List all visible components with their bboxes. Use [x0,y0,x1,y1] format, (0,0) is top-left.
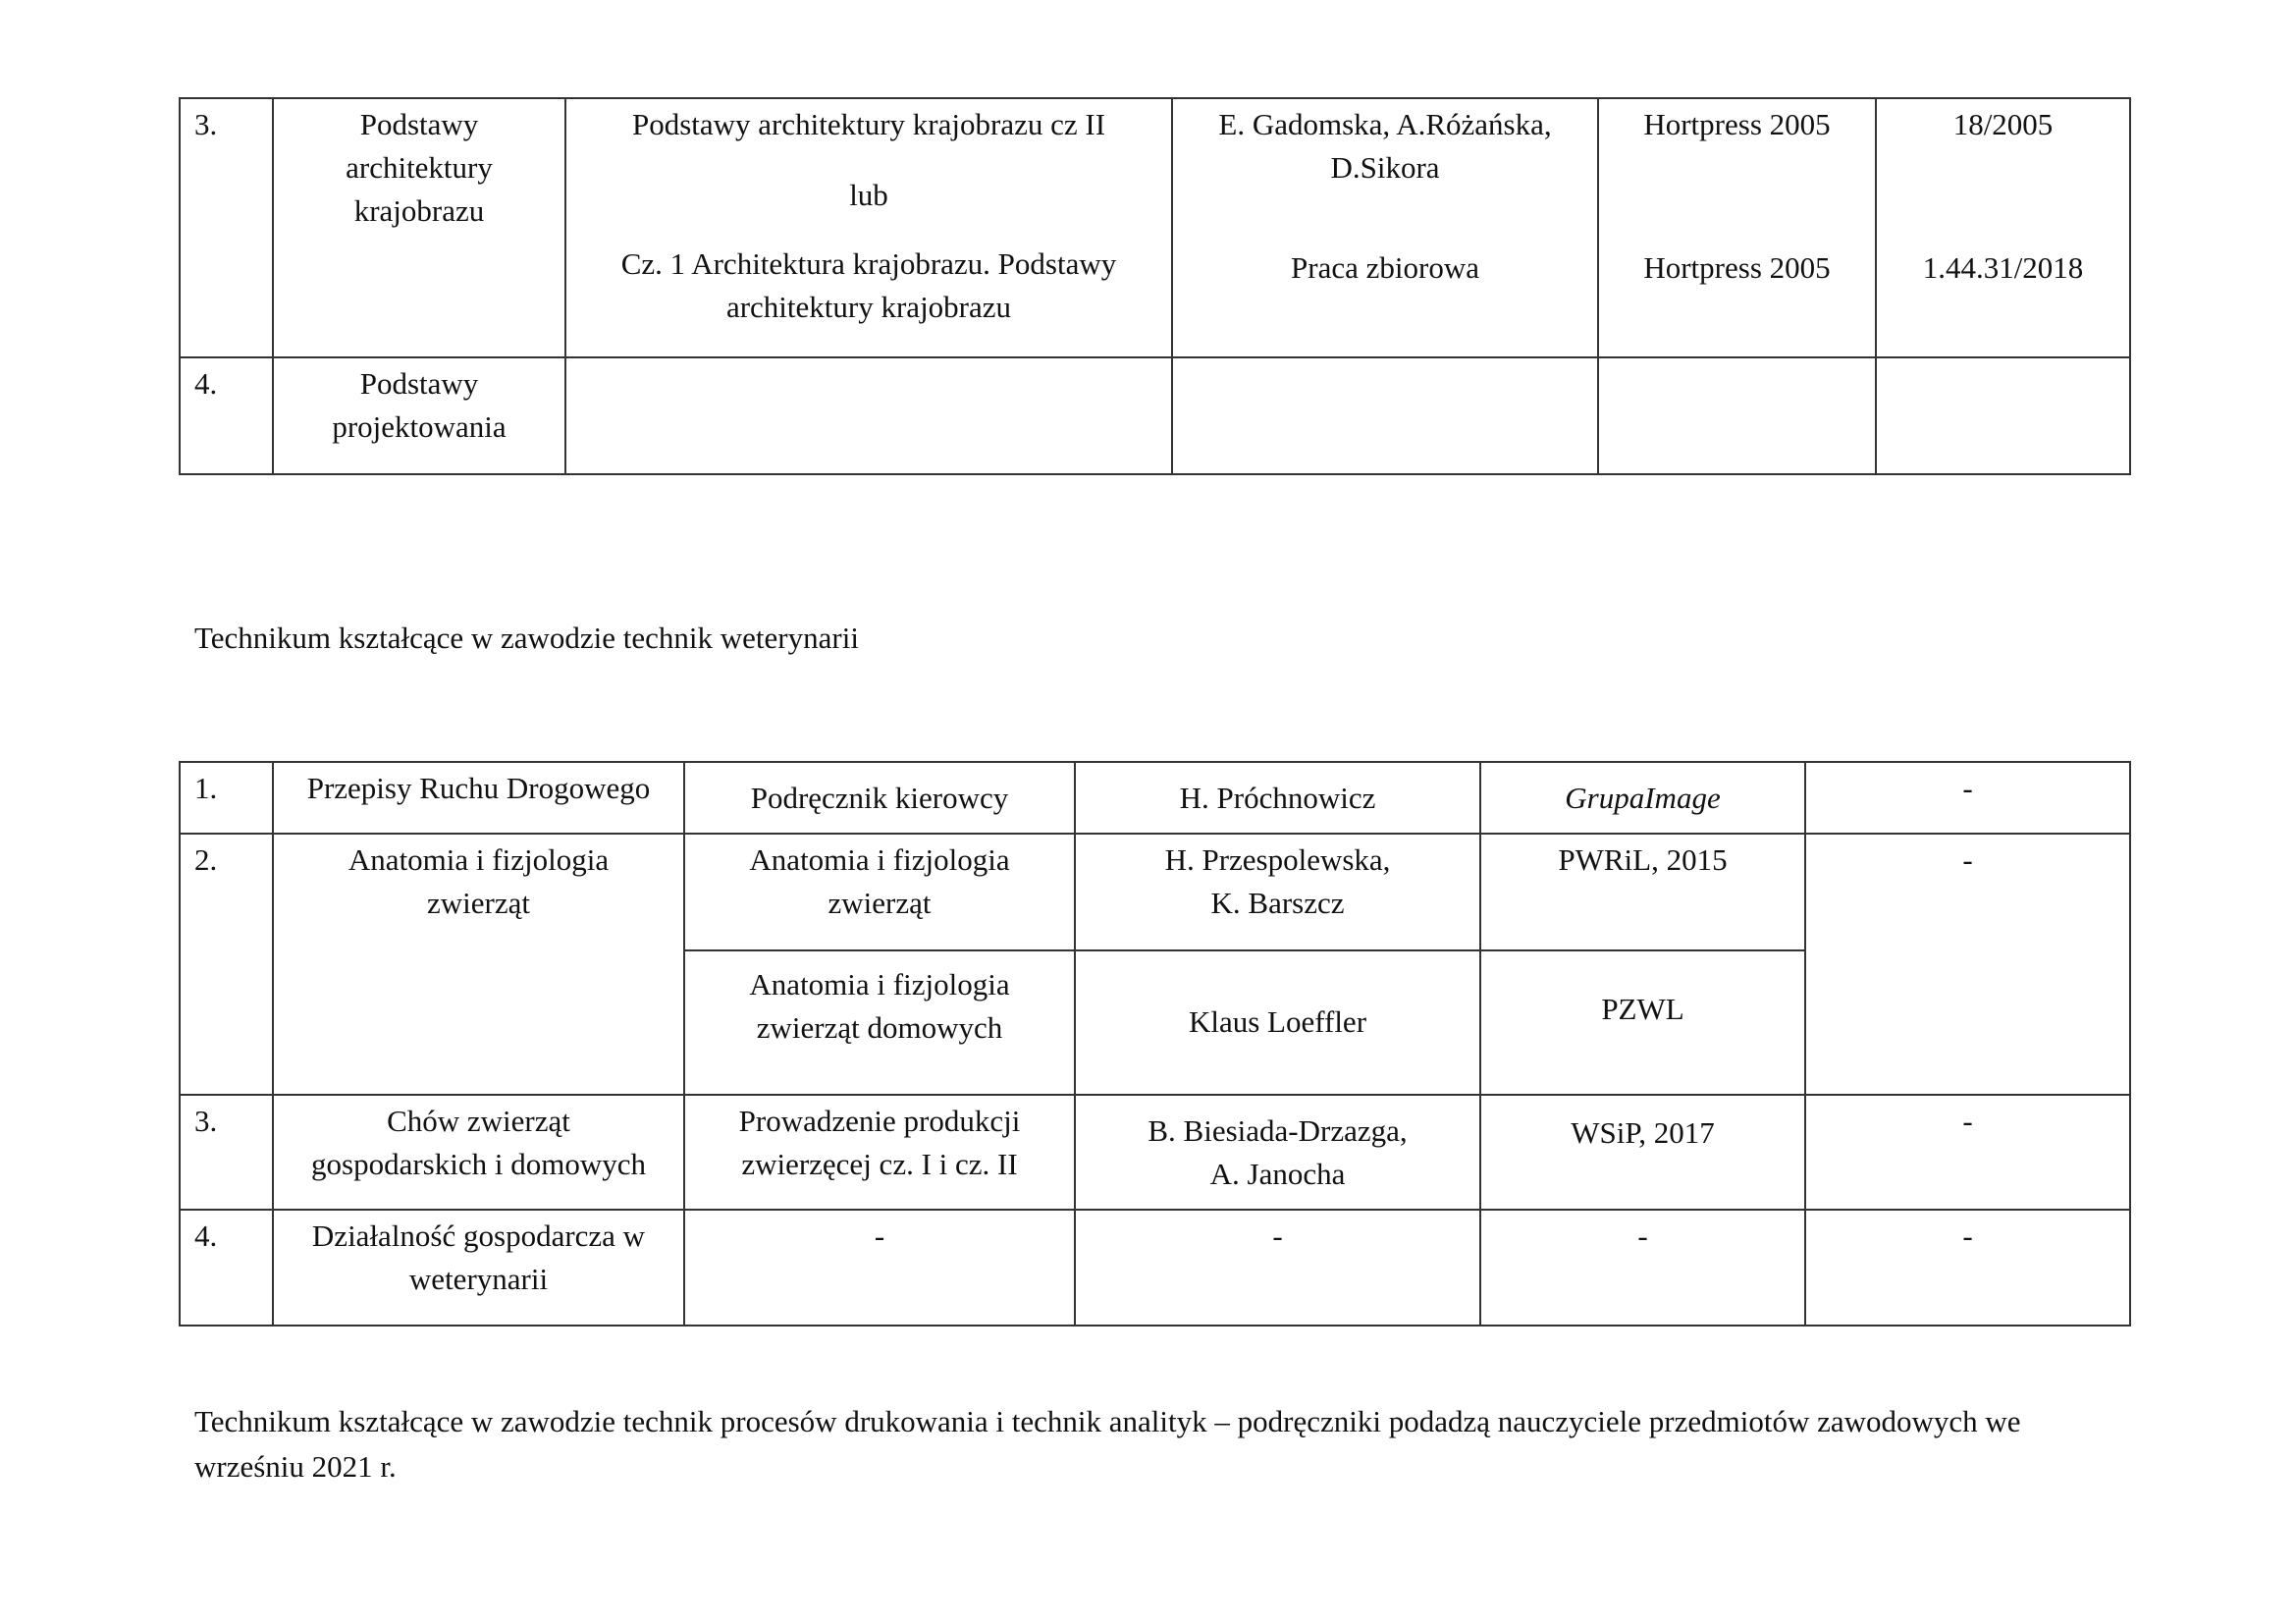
row-number: 3. [180,98,273,357]
table-row [180,762,2130,834]
approval-number-cell: - [1805,762,2130,834]
subject-cell: Chów zwierząt gospodarskich i domowych [273,1095,684,1210]
row-number: 4. [180,357,273,474]
publisher-cell: PZWL [1480,950,1805,1095]
publisher-cell: GrupaImage [1480,762,1805,834]
table-row [180,1210,2130,1326]
textbook-cell: Podręcznik kierowcy [684,762,1075,834]
table-row [180,357,2130,474]
author-cell: Klaus Loeffler [1075,950,1480,1095]
author-cell: H. Próchnowicz [1075,762,1480,834]
textbook-cell: Anatomia i fizjologia zwierząt [684,834,1075,950]
table-row [180,98,2130,357]
section-heading-veterinary: Technikum kształcące w zawodzie technik weterynarii [194,621,859,655]
row-number: 3. [180,1095,273,1210]
textbook-cell: Anatomia i fizjologia zwierząt domowych [684,950,1075,1095]
publisher-cell: Hortpress 2005 Hortpress 2005 [1598,98,1876,357]
subject-cell: Podstawy projektowania [273,357,565,474]
textbook-cell: Prowadzenie produkcji zwierzęcej cz. I i cz. II [684,1095,1075,1210]
textbook-cell: Podstawy architektury krajobrazu cz II lub Cz. 1 Architektura krajobrazu. Podstawy architektury krajobrazu [565,98,1172,357]
author-cell [1172,357,1598,474]
row-number: 1. [180,762,273,834]
subject-cell: Działalność gospodarcza w weterynarii [273,1210,684,1326]
row-number: 4. [180,1210,273,1326]
textbook-cell: - [684,1210,1075,1326]
approval-number-cell: 18/2005 1.44.31/2018 [1876,98,2130,357]
author-cell: H. Przespolewska, K. Barszcz [1075,834,1480,950]
approval-number-cell: - [1805,834,2130,1095]
table-row [180,1095,2130,1210]
footer-note: Technikum kształcące w zawodzie technik procesów drukowania i technik analityk – podręczniki podadzą nauczyciele przedmiotów zawodowych we wrześniu 2021 r. [194,1404,2021,1484]
publisher-cell: PWRiL, 2015 [1480,834,1805,950]
approval-number-cell: - [1805,1210,2130,1326]
subject-cell: Przepisy Ruchu Drogowego [273,762,684,834]
approval-number-cell: - [1805,1095,2130,1210]
publisher-cell: WSiP, 2017 [1480,1095,1805,1210]
author-cell: B. Biesiada-Drzazga, A. Janocha [1075,1095,1480,1210]
author-cell: E. Gadomska, A.Różańska, D.Sikora Praca zbiorowa [1172,98,1598,357]
subject-cell: Anatomia i fizjologia zwierząt [273,834,684,1095]
subject-cell: Podstawy architektury krajobrazu [273,98,565,357]
approval-number-cell [1876,357,2130,474]
publisher-cell [1598,357,1876,474]
textbook-table-veterinary [179,761,2131,1326]
author-cell: - [1075,1210,1480,1326]
textbook-table-landscape [179,97,2131,475]
row-number: 2. [180,834,273,1095]
table-row [180,834,2130,950]
publisher-cell: - [1480,1210,1805,1326]
textbook-cell [565,357,1172,474]
